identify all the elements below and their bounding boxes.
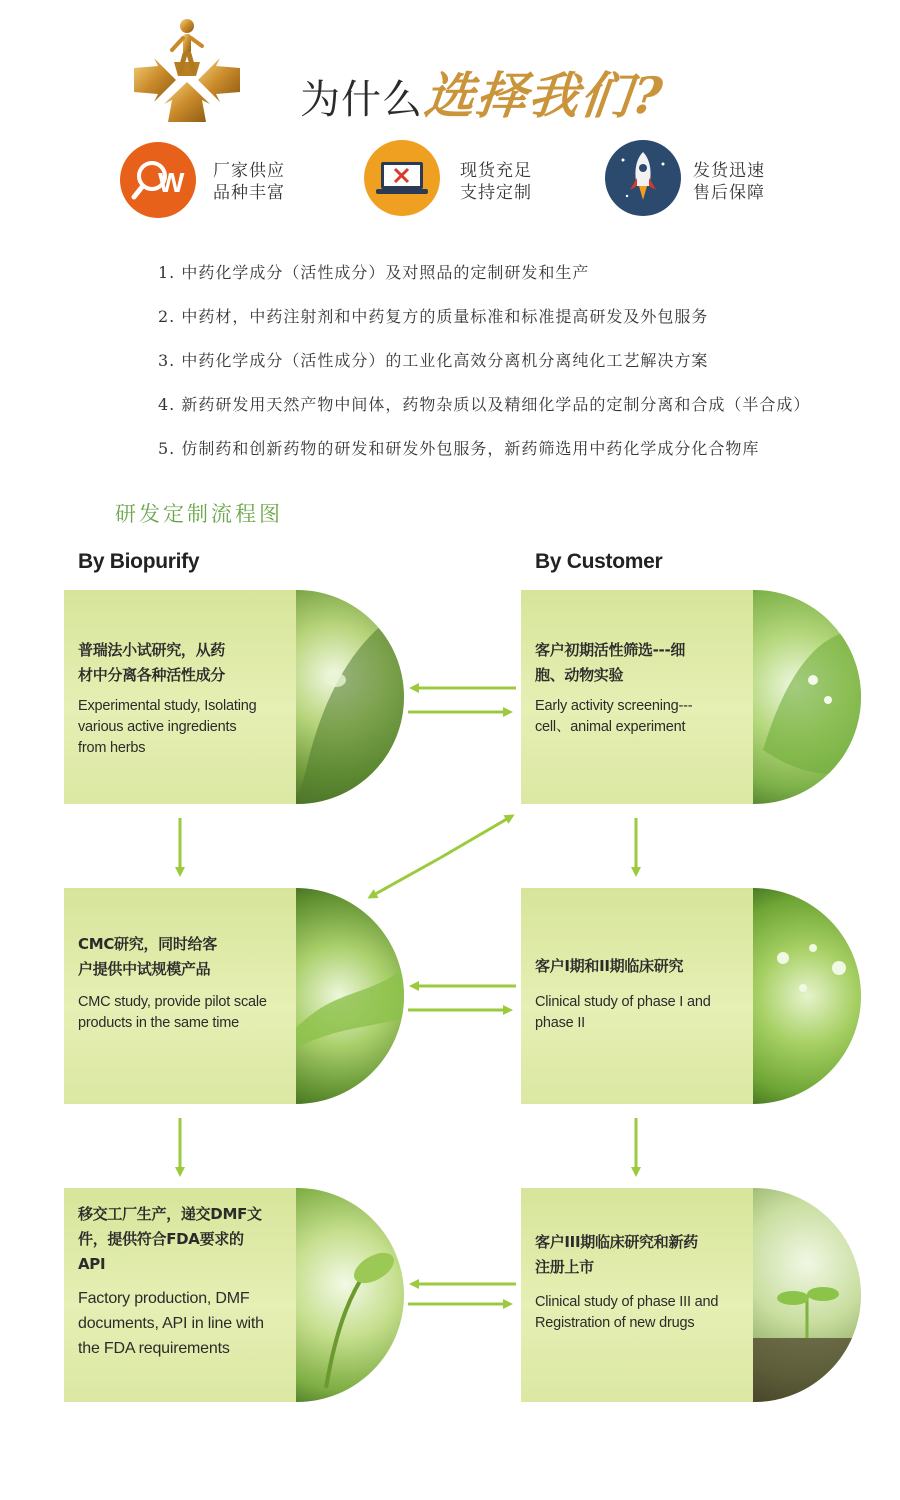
search-w-icon [120, 142, 196, 218]
card-cn-line: 件，提供符合FDA要求的 [78, 1230, 244, 1248]
arrow-diagonal-up-right [440, 816, 512, 858]
card-cn-line: CMC研究，同时给客 [78, 935, 217, 953]
process-card-left-3 [64, 1188, 404, 1402]
card-cn-line: 客户III期临床研究和新药 [535, 1233, 698, 1251]
service-item-1: 1. 中药化学成分（活性成分）及对照品的定制研发和生产 [158, 263, 590, 282]
card-cn-line: 客户初期活性筛选---细 [535, 641, 686, 659]
feature-line: 品种丰富 [213, 183, 285, 203]
left-column-heading: By Biopurify [78, 550, 200, 573]
section-title: 研发定制流程图 [115, 502, 283, 526]
card-en-line: various active ingredients [78, 719, 237, 735]
card-cn-line: 胞、动物实验 [535, 666, 624, 684]
card-en-line: phase II [535, 1015, 585, 1031]
feature-line: 厂家供应 [213, 161, 285, 181]
service-item-5: 5. 仿制药和创新药物的研发和研发外包服务，新药筛选用中药化学成分化合物库 [158, 439, 760, 458]
service-item-3: 3. 中药化学成分（活性成分）的工业化高效分离机分离纯化工艺解决方案 [158, 351, 709, 370]
page-title-accent: 选择我们? [421, 66, 668, 125]
leaf-sprout-photo [296, 888, 404, 1104]
feature-text-1 [213, 160, 285, 204]
logo-crossroads-figure-icon [128, 18, 246, 126]
card-cn-line: 材中分离各种活性成分 [78, 666, 226, 684]
card-cn-text [78, 932, 217, 982]
card-en-text [78, 696, 257, 759]
process-card-right-1 [521, 590, 861, 804]
card-en-line: Factory production, DMF [78, 1290, 250, 1307]
card-en-line: from herbs [78, 740, 146, 756]
seedling-soil-photo [753, 1188, 861, 1402]
young-leaves-photo [296, 1188, 404, 1402]
rocket-icon [605, 140, 681, 216]
card-en-text [535, 992, 711, 1034]
leaf-droplet-photo [296, 590, 404, 804]
card-cn-line: 户提供中试规模产品 [78, 960, 211, 978]
card-cn-line: 普瑞法小试研究，从药 [78, 641, 226, 659]
card-en-line: Clinical study of phase I and [535, 994, 711, 1010]
card-en-line: CMC study, provide pilot scale [78, 994, 267, 1010]
card-cn-line: API [78, 1255, 106, 1273]
feature-line: 售后保障 [693, 183, 765, 203]
card-en-line: Experimental study, Isolating [78, 698, 257, 714]
card-en-text [78, 1286, 264, 1361]
laptop-tools-icon [364, 140, 440, 216]
card-en-line: the FDA requirements [78, 1340, 230, 1357]
feature-text-3 [693, 160, 765, 204]
card-cn-text [78, 638, 225, 688]
process-card-left-2 [64, 888, 404, 1104]
card-cn-text [535, 1230, 698, 1280]
card-cn-line: 移交工厂生产，递交DMF文 [78, 1205, 262, 1223]
card-en-text [535, 1292, 718, 1334]
svg-text:W: W [158, 167, 185, 198]
process-card-right-3 [521, 1188, 861, 1402]
card-en-text [535, 696, 692, 738]
feature-line: 现货充足 [460, 161, 532, 181]
leaf-droplet-photo [753, 590, 861, 804]
water-drops-leaf-photo [753, 888, 861, 1104]
feature-line: 支持定制 [460, 183, 532, 203]
card-en-line: cell、animal experiment [535, 719, 686, 735]
right-column-heading: By Customer [535, 550, 663, 573]
card-cn-line: 客户I期和II期临床研究 [535, 957, 684, 975]
process-card-left-1 [64, 590, 404, 804]
card-cn-line: 注册上市 [535, 1258, 594, 1276]
card-cn-text [78, 1202, 262, 1277]
card-en-line: Clinical study of phase III and [535, 1294, 719, 1310]
page-title-prefix: 为什么 [300, 77, 423, 123]
card-en-line: Registration of new drugs [535, 1315, 695, 1331]
feature-text-2 [460, 160, 532, 204]
process-card-right-2 [521, 888, 861, 1104]
card-en-line: products in the same time [78, 1015, 240, 1031]
service-item-2: 2. 中药材，中药注射剂和中药复方的质量标准和标准提高研发及外包服务 [158, 307, 709, 326]
card-en-line: Early activity screening--- [535, 698, 693, 714]
card-cn-text [535, 954, 683, 979]
card-cn-text [535, 638, 685, 688]
card-en-text [78, 992, 267, 1034]
feature-line: 发货迅速 [693, 161, 765, 181]
card-en-line: documents, API in line with [78, 1315, 264, 1332]
service-item-4: 4. 新药研发用天然产物中间体，药物杂质以及精细化学品的定制分离和合成（半合成） [158, 395, 811, 414]
